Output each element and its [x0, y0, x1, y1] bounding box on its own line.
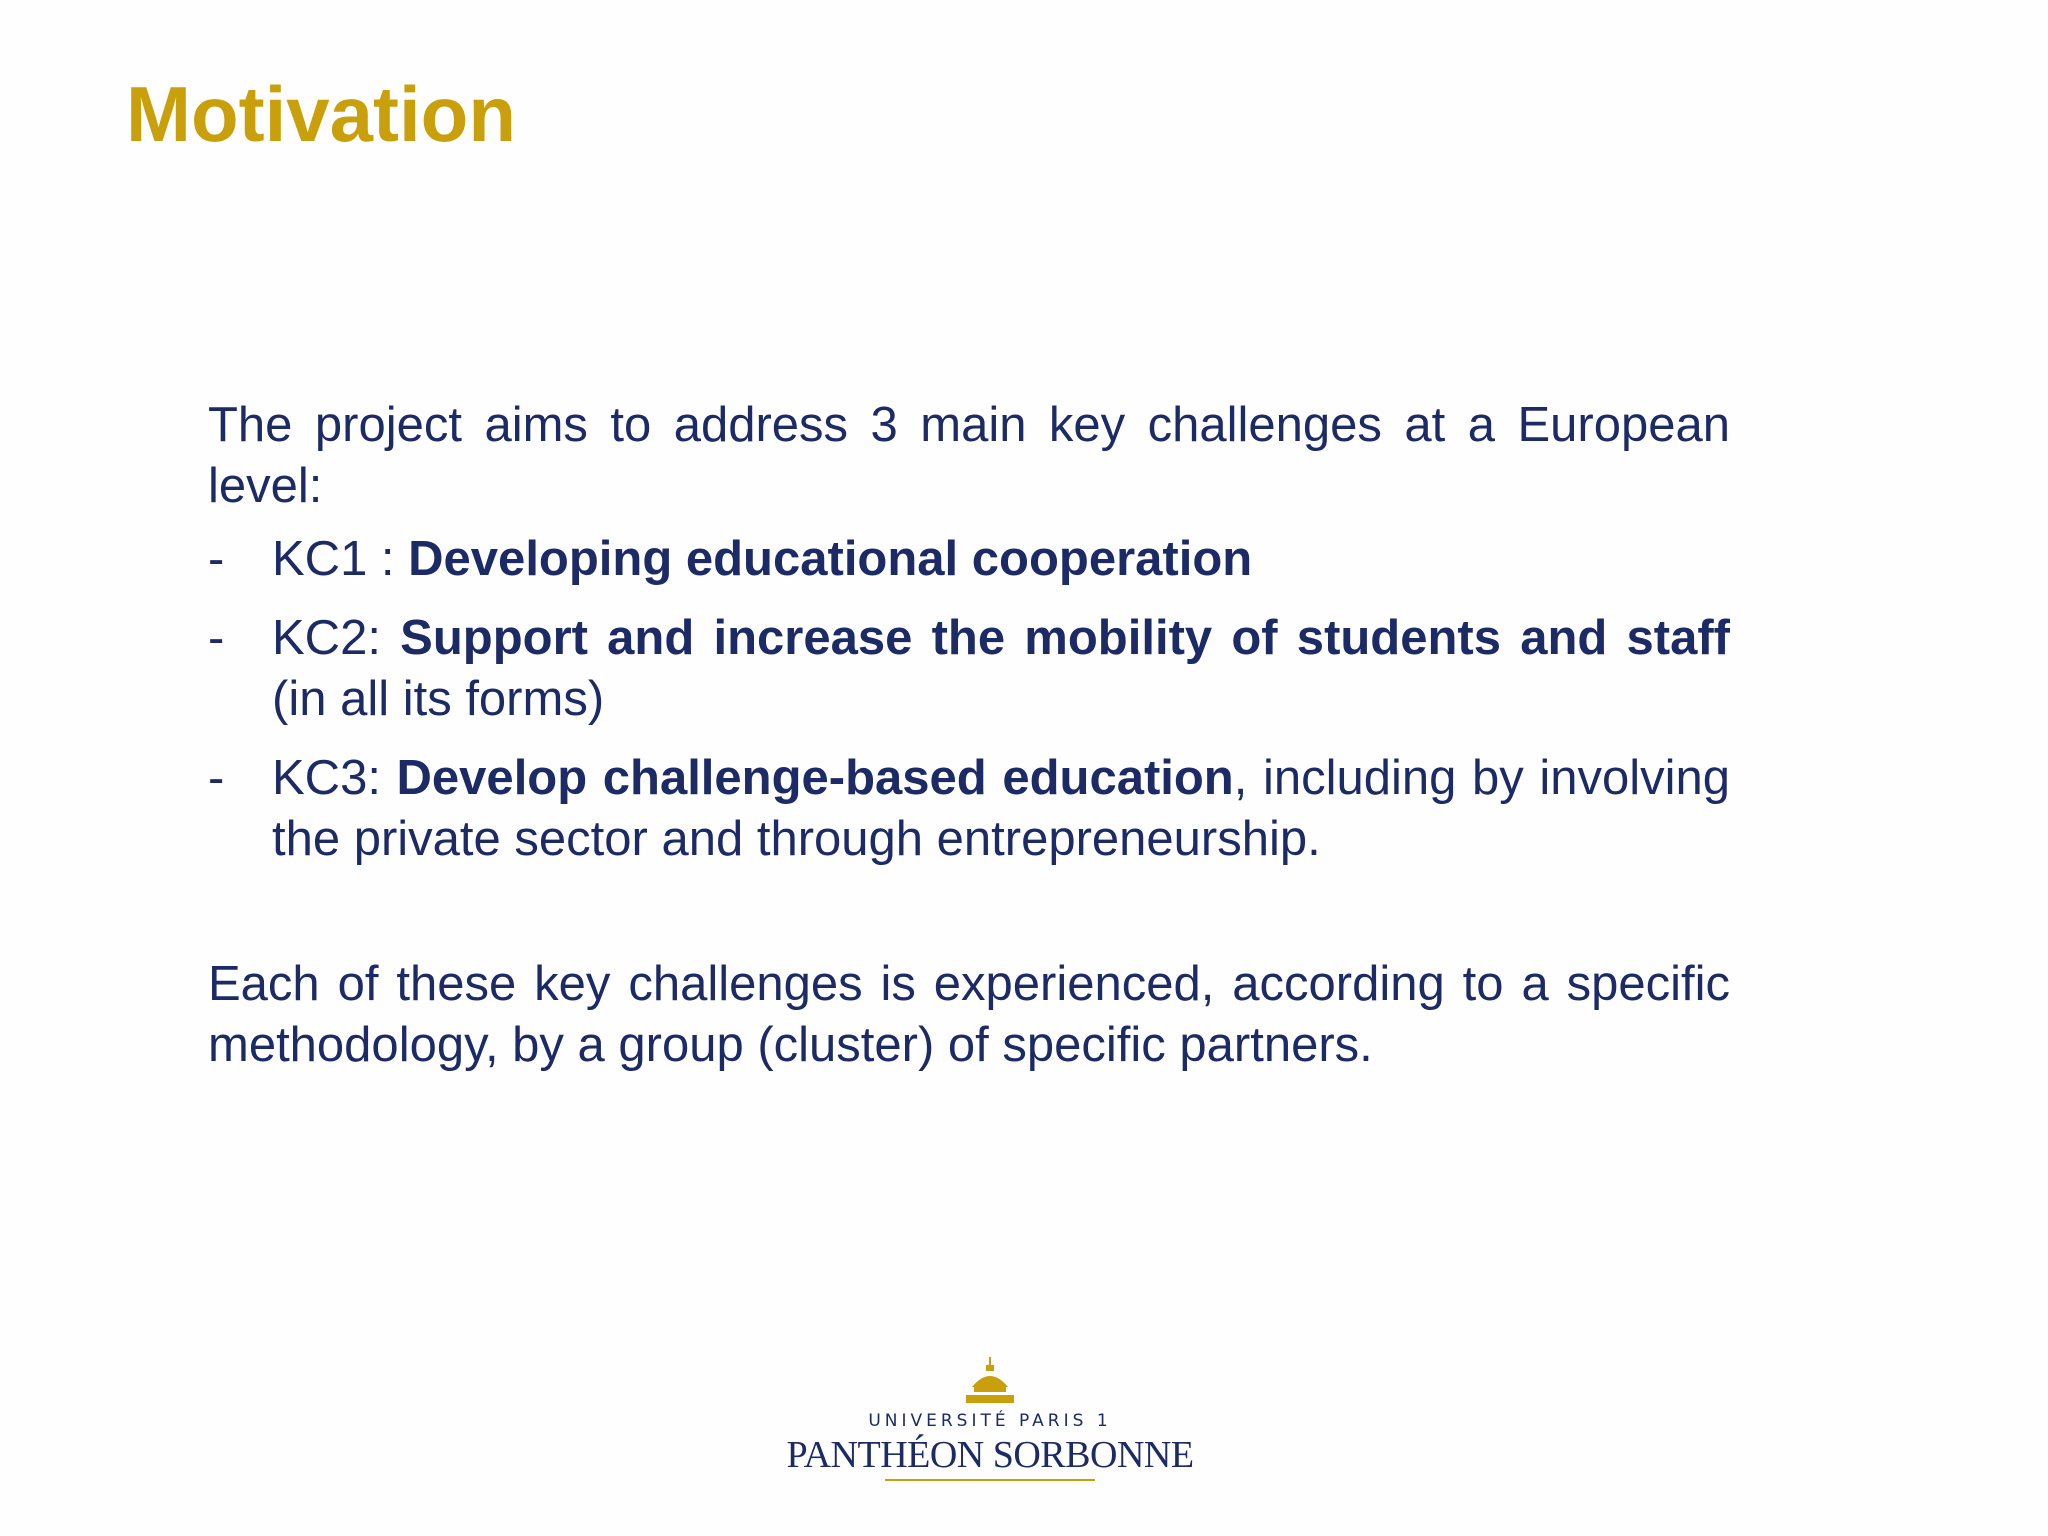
slide-body — [208, 395, 1730, 1076]
bullet-prefix: KC1 : — [272, 532, 409, 586]
bullet-bold-text: Developing educational cooperation — [408, 532, 1253, 586]
bullet-prefix: KC2: — [272, 611, 401, 665]
closing-paragraph: Each of these key challenges is experienced, according to a specific methodology, by a group (cluster) of specific partners. — [208, 957, 1730, 1072]
bullet-prefix: KC3: — [272, 751, 397, 805]
list-item-kc1 — [208, 529, 1730, 590]
list-item-kc2 — [208, 608, 1730, 730]
list-item-kc3 — [208, 748, 1730, 870]
bullet-suffix: (in all its forms) — [272, 672, 605, 726]
pantheon-dome-icon — [960, 1355, 1020, 1407]
bullet-dash: - — [208, 751, 225, 805]
slide-title: Motivation — [126, 70, 516, 158]
logo-underline — [885, 1479, 1095, 1481]
bullet-suffix: , including by involving the private sector and through entrepreneurship. — [272, 751, 1730, 866]
logo-line-2: PANTHÉON SORBONNE — [786, 1434, 1194, 1476]
bullet-bold-text: Support and increase the mobility of students and staff — [400, 611, 1730, 665]
university-logo — [780, 1355, 1200, 1495]
bullet-bold-text: Develop challenge-based education — [396, 751, 1234, 805]
bullet-dash: - — [208, 532, 225, 586]
bullet-dash: - — [208, 611, 225, 665]
logo-line-1: UNIVERSITÉ PARIS 1 — [868, 1411, 1112, 1431]
intro-paragraph: The project aims to address 3 main key challenges at a European level: — [208, 398, 1730, 513]
key-challenges-list — [208, 529, 1730, 870]
